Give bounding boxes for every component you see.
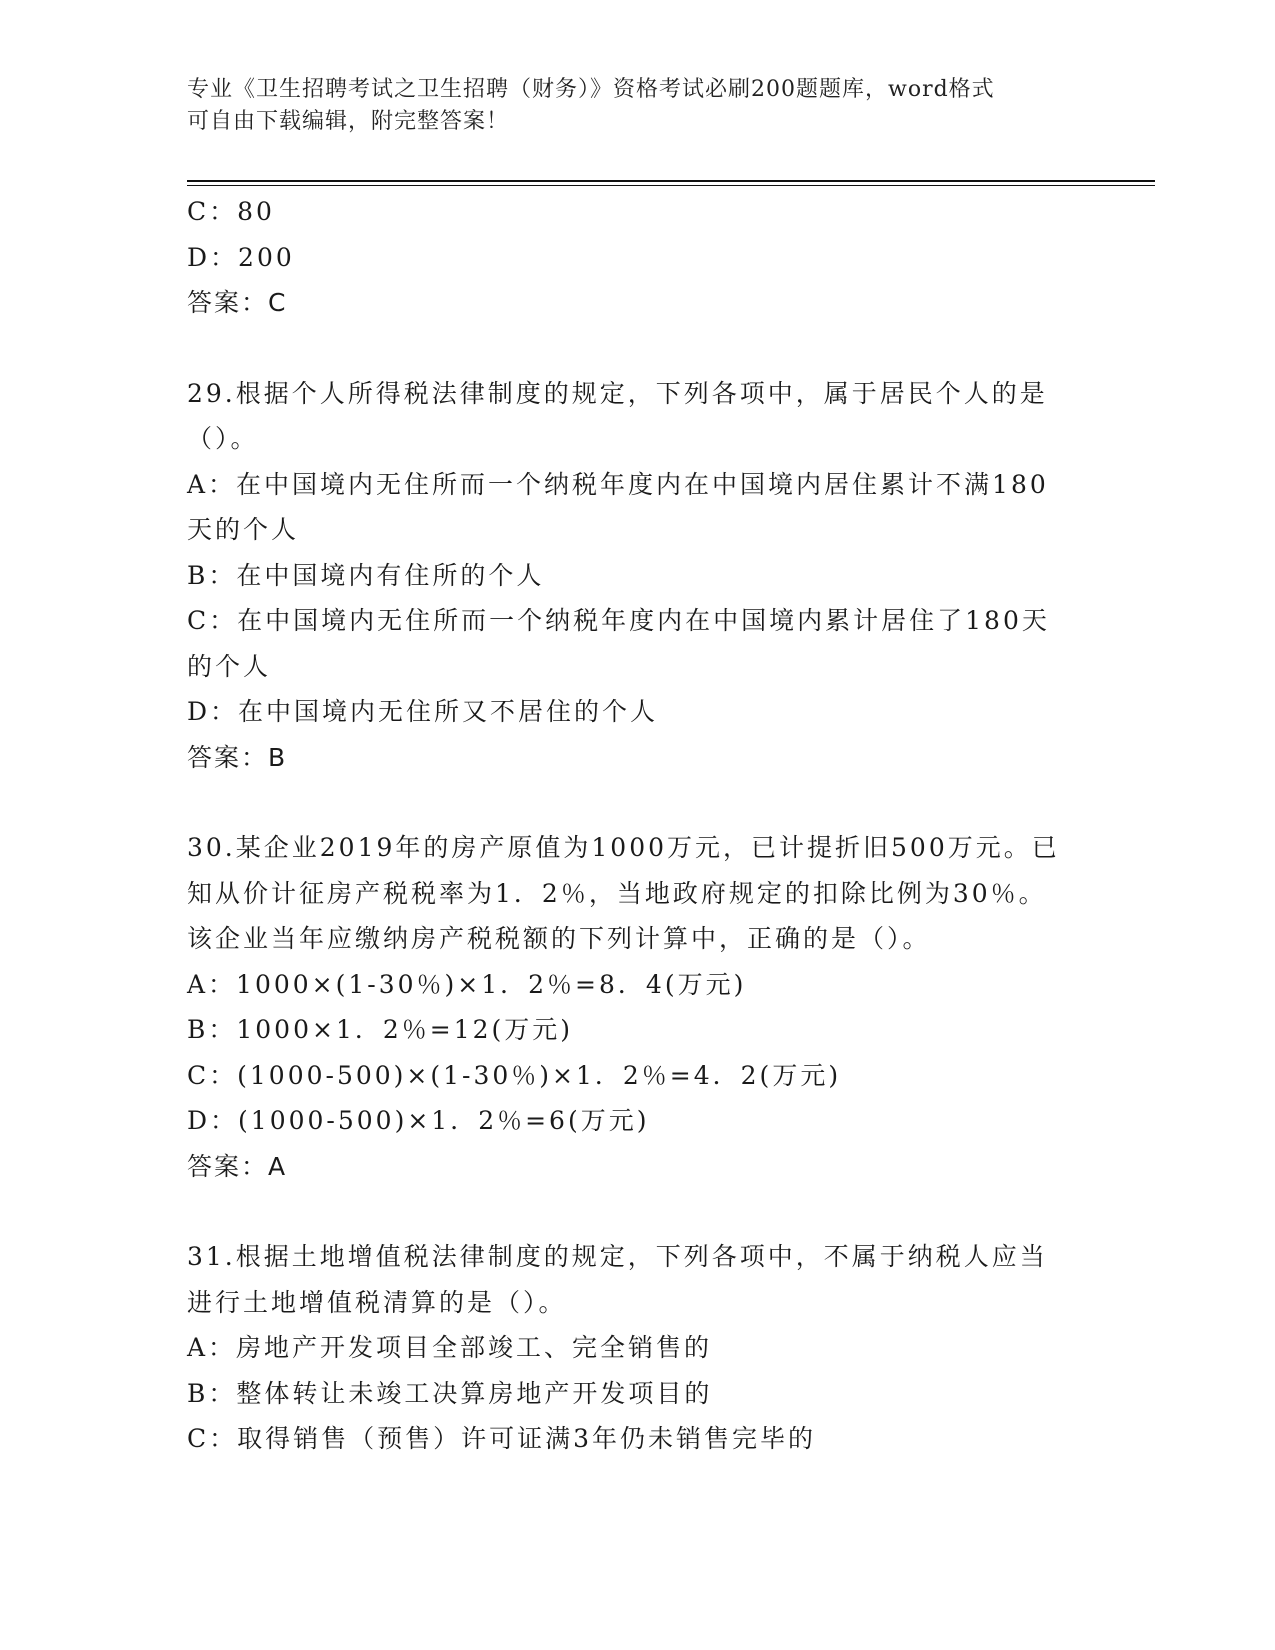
question-stem: 30.某企业2019年的房产原值为1000万元，已计提折旧500万元。已 <box>187 833 1060 862</box>
document-header <box>187 74 1087 138</box>
question-stem: 31.根据土地增值税法律制度的规定，下列各项中，不属于纳税人应当 <box>187 1242 1048 1271</box>
answer-line: 答案：C <box>187 288 288 317</box>
option-d: D：(1000-500)×1．2％=6(万元) <box>187 1106 650 1135</box>
question-stem: 29.根据个人所得税法律制度的规定，下列各项中，属于居民个人的是 <box>187 378 1048 408</box>
option-b: B：在中国境内有住所的个人 <box>187 560 545 590</box>
previous-question-tail <box>187 189 1087 326</box>
option-b: B：1000×1．2％=12(万元) <box>187 1015 574 1044</box>
option-a-cont: 天的个人 <box>187 515 300 544</box>
question-stem-cont: （）。 <box>187 424 259 453</box>
answer-line: 答案：B <box>187 742 288 772</box>
spacer <box>187 326 1087 371</box>
question-stem-cont: 知从价计征房产税税率为1．2％，当地政府规定的扣除比例为30％。 <box>187 878 1047 908</box>
option-c: C：80 <box>187 197 275 226</box>
question-stem-cont: 进行土地增值税清算的是（）。 <box>187 1287 567 1317</box>
option-c-cont: 的个人 <box>187 651 272 681</box>
question-31 <box>187 1234 1087 1462</box>
header-rule-thin <box>187 185 1155 186</box>
option-c: C：(1000-500)×(1-30％)×1．2％=4．2(万元) <box>187 1060 842 1090</box>
question-29 <box>187 371 1087 781</box>
question-30 <box>187 825 1087 1189</box>
document-body <box>187 189 1087 1462</box>
option-d: D：在中国境内无住所又不居住的个人 <box>187 697 659 726</box>
header-line-1: 专业《卫生招聘考试之卫生招聘（财务）》资格考试必刷200题题库，word格式 <box>187 77 995 102</box>
option-d: D：200 <box>187 242 295 272</box>
question-stem-cont: 该企业当年应缴纳房产税税额的下列计算中，正确的是（）。 <box>187 924 931 953</box>
spacer <box>187 1189 1087 1234</box>
option-a: A：房地产开发项目全部竣工、完全销售的 <box>187 1333 713 1362</box>
header-rule-thick <box>187 180 1155 182</box>
header-line-2: 可自由下载编辑，附完整答案！ <box>187 109 510 134</box>
option-a: A：1000×(1-30％)×1．2％=8．4(万元) <box>187 969 747 999</box>
option-c: C：取得销售（预售）许可证满3年仍未销售完毕的 <box>187 1424 817 1453</box>
option-b: B：整体转让未竣工决算房地产开发项目的 <box>187 1378 713 1408</box>
option-a: A：在中国境内无住所而一个纳税年度内在中国境内居住累计不满180 <box>187 469 1049 499</box>
spacer <box>187 780 1087 825</box>
option-c: C：在中国境内无住所而一个纳税年度内在中国境内累计居住了180天 <box>187 606 1050 635</box>
answer-line: 答案：A <box>187 1151 288 1181</box>
